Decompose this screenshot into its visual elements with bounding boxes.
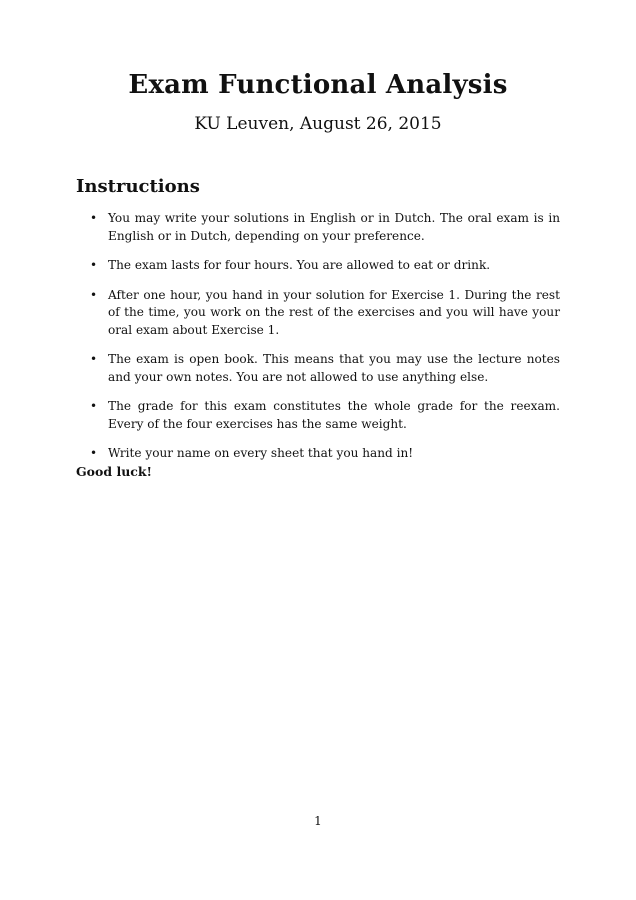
document-title: Exam Functional Analysis	[128, 70, 508, 100]
bullet-icon: •	[90, 211, 98, 225]
closing-text: Good luck!	[76, 464, 153, 479]
instruction-item	[88, 445, 560, 463]
instruction-text: You may write your solutions in English or in Dutch. The oral exam is in English or in Dutch, depending on your preference.	[108, 211, 560, 243]
bullet-icon: •	[90, 352, 98, 366]
section-heading-instructions: Instructions	[76, 176, 200, 197]
instruction-text: After one hour, you hand in your solution for Exercise 1. During the rest of the time, you work on the rest of the exercises and you will have your oral exam about Exercise 1.	[108, 287, 560, 337]
instruction-item	[88, 287, 560, 340]
instruction-text: The exam is open book. This means that you may use the lecture notes and your own notes. You are not allowed to use anything else.	[108, 352, 560, 384]
bullet-icon: •	[90, 287, 98, 302]
page-number: 1	[314, 814, 322, 828]
instruction-text: The exam lasts for four hours. You are allowed to eat or drink.	[108, 258, 491, 272]
bullet-icon: •	[90, 446, 98, 460]
instruction-text: Write your name on every sheet that you hand in!	[108, 446, 414, 460]
instruction-item	[88, 351, 560, 386]
document-subtitle: KU Leuven, August 26, 2015	[194, 114, 442, 134]
bullet-icon: •	[90, 399, 98, 413]
instruction-item	[88, 257, 560, 275]
instruction-item	[88, 398, 560, 433]
instructions-list	[88, 210, 560, 475]
instruction-item	[88, 210, 560, 245]
instruction-text: The grade for this exam constitutes the whole grade for the reexam. Every of the four exercises has the same weight.	[108, 399, 560, 431]
bullet-icon: •	[90, 258, 98, 272]
